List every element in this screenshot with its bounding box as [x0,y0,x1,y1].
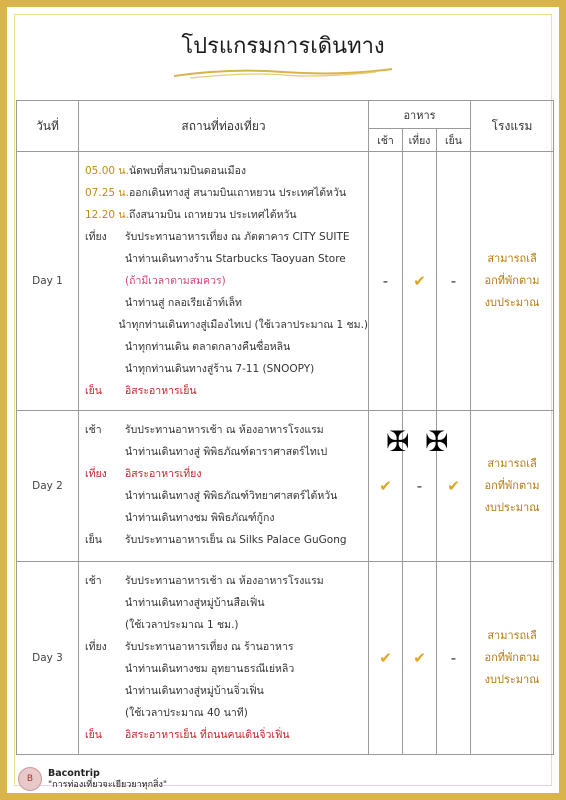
activity-line [85,419,368,441]
activity-line [85,570,368,592]
activity-text: นำทุกท่านเดิน ตลาดกลางคืนซื่อหลิน [125,341,291,354]
activity-line [85,160,368,182]
time-label [85,592,125,614]
dinner-mark: - [437,152,471,411]
time-label: เที่ยง [85,468,107,481]
header-place: สถานที่ท่องเที่ยว [79,101,369,152]
activity-text: นำท่านสู่ กลอเรียเอ้าท์เล็ท [125,297,242,310]
activity-text: นำทุกท่านเดินทางสู่ร้าน 7-11 (SNOOPY) [125,363,315,376]
activity-text: ออกเดินทางสู่ สนามบินเถาหยวน ประเทศไต้หวัน [129,187,347,200]
lunch-mark: ✔ [403,561,437,754]
activity-line [85,724,368,746]
fleur-cross-icon: ✠ [386,425,410,458]
hotel-note: สามารถเลื อกที่พักตาม งบประมาณ [471,152,554,411]
activity-text: รับประทานอาหารเช้า ณ ห้องอาหารโรงแรม [125,424,324,437]
activity-line [85,658,368,680]
day-label: Day 2 [17,411,79,561]
hotel-note: สามารถเลื อกที่พักตาม งบประมาณ [471,411,554,561]
header-lunch: เที่ยง [403,129,437,152]
activity-list [79,411,369,561]
day-label: Day 1 [17,152,79,411]
activity-text: อิสระอาหารเที่ยง [125,468,202,481]
time-label [85,270,125,292]
time-label [85,358,125,380]
activity-line [85,485,368,507]
footer [18,766,167,792]
brand-slogan: "การท่องเที่ยวจะเยียวยาทุกสิ่ง" [48,779,168,790]
activity-line [85,204,368,226]
activity-line [85,248,368,270]
time-label [85,248,125,270]
time-label [85,658,125,680]
activity-text: นำท่านเดินทางสู่หมู่บ้านจิ่วเฟิ่น [125,684,264,697]
time-label [85,314,118,336]
dinner-mark: - [437,561,471,754]
activity-line [85,614,368,636]
activity-list [79,561,369,754]
activity-line [85,358,368,380]
activity-text: อิสระอาหารเย็น ที่ถนนคนเดินจิ่วเฟิ่น [125,728,290,741]
breakfast-mark: ✔ [369,411,403,561]
activity-text: (ถ้ามีเวลาตามสมควร) [125,275,226,288]
lunch-mark: ✔ [403,152,437,411]
header-dinner: เย็น [437,129,471,152]
time-label [85,336,125,358]
time-label [85,614,125,636]
activity-line [85,292,368,314]
page-title: โปรแกรมการเดินทาง [181,34,385,59]
time-label: 12.20 น. [85,209,129,222]
day-row [17,561,554,754]
activity-text: นำทุกท่านเดินทางสู่เมืองไทเป (ใช้เวลาประมาณ 1 ชม.) [118,319,368,332]
time-label: เที่ยง [85,640,107,653]
time-label: เที่ยง [85,231,107,244]
activity-line [85,380,368,402]
hotel-note: สามารถเลื อกที่พักตาม งบประมาณ [471,561,554,754]
activity-line [85,182,368,204]
header-meals: อาหาร [369,101,471,129]
day-row [17,411,554,561]
time-label: เย็น [85,385,102,398]
activity-line [85,680,368,702]
day-row [17,152,554,411]
activity-text: (ใช้เวลาประมาณ 1 ชม.) [125,618,239,631]
activity-text: อิสระอาหารเย็น [125,385,197,398]
activity-text: นำท่านเดินทางร้าน Starbucks Taoyuan Store [125,253,346,266]
activity-text: รับประทานอาหารเช้า ณ ห้องอาหารโรงแรม [125,574,324,587]
time-label: เย็น [85,728,102,741]
ornament-swoosh [170,66,396,80]
activity-text: รับประทานอาหารเที่ยง ณ ภัตตาคาร CITY SUITE [125,231,350,244]
time-label [85,680,125,702]
time-label: เย็น [85,534,102,547]
activity-text: นำท่านเดินทางชม อุทยานธรณีเย่หลิว [125,662,295,675]
activity-list [79,152,369,411]
activity-line [85,336,368,358]
activity-text: นำท่านเดินทางชม พิพิธภัณฑ์กู้กง [125,512,275,525]
time-label [85,292,125,314]
activity-text: รับประทานอาหารเย็น ณ Silks Palace GuGong [125,534,347,547]
time-label [85,485,125,507]
breakfast-mark: ✔ [369,561,403,754]
activity-line [85,702,368,724]
header-breakfast: เช้า [369,129,403,152]
time-label: 07.25 น. [85,187,129,200]
activity-line [85,226,368,248]
activity-line [85,636,368,658]
fleur-cross-icon: ✠ [425,425,449,458]
dinner-mark: ✔ [437,411,471,561]
activity-line [85,592,368,614]
header-day: วันที่ [17,101,79,152]
activity-line [85,314,368,336]
time-label [85,441,125,463]
time-label [85,702,125,724]
activity-line [85,507,368,529]
itinerary-table [16,100,554,755]
brand-logo-icon: B [18,767,42,791]
brand-name: Bacontrip [48,767,100,779]
lunch-mark: - [403,411,437,561]
activity-text: นำท่านเดินทางสู่ พิพิธภัณฑ์วิทยาศาสตร์ไต้หวัน [125,490,338,503]
activity-text: นำท่านเดินทางสู่หมู่บ้านสือเฟิ่น [125,596,265,609]
activity-text: นำท่านเดินทางสู่ พิพิธภัณฑ์ดาราศาสตร์ไทเป [125,446,328,459]
activity-line [85,529,368,551]
activity-text: ถึงสนามบิน เถาหยวน ประเทศไต้หวัน [129,209,297,222]
time-label: เช้า [85,424,102,437]
time-label [85,507,125,529]
activity-line [85,463,368,485]
activity-text: รับประทานอาหารเที่ยง ณ ร้านอาหาร [125,640,294,653]
activity-line [85,270,368,292]
day-label: Day 3 [17,561,79,754]
activity-line [85,441,368,463]
activity-text: (ใช้เวลาประมาณ 40 นาที) [125,706,248,719]
breakfast-mark: - [369,152,403,411]
time-label: เช้า [85,574,102,587]
header-hotel: โรงแรม [471,101,554,152]
activity-text: นัดพบที่สนามบินดอนเมือง [129,165,246,178]
time-label: 05.00 น. [85,165,129,178]
